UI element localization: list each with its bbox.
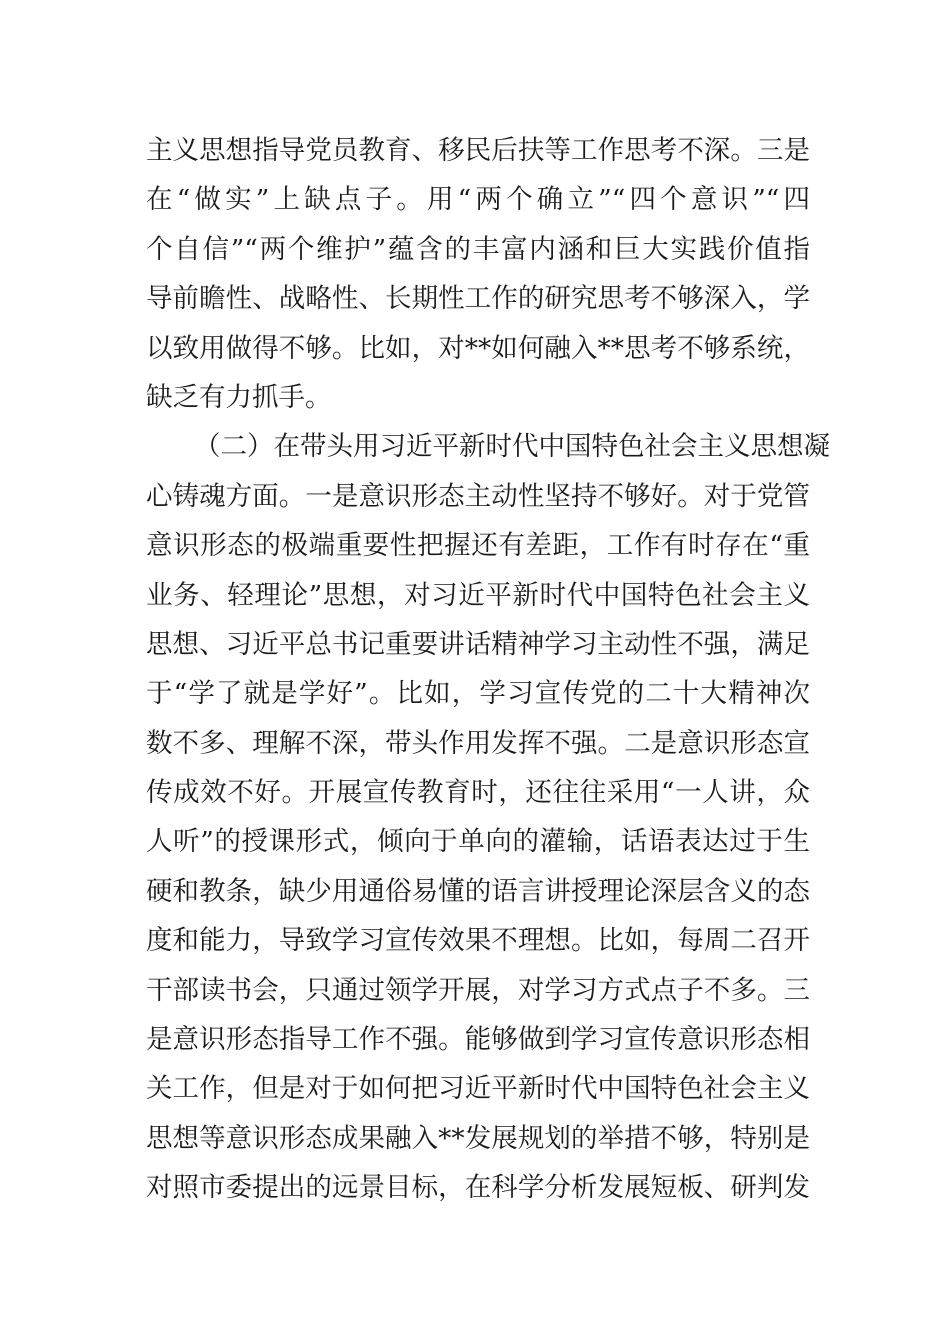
- text-line: 人听”的授课形式，倾向于单向的灌输，话语表达过于生: [146, 826, 810, 858]
- text-line: 导前瞻性、战略性、长期性工作的研究思考不够深入，学: [146, 283, 810, 315]
- text-line: 个自信”“两个维护”蕴含的丰富内涵和巨大实践价值指: [146, 233, 810, 265]
- text-line: 在“做实”上缺点子。用“两个确立”“四个意识”“四: [146, 184, 810, 216]
- text-line: 主义思想指导党员教育、移民后扶等工作思考不深。三是: [146, 135, 810, 166]
- text-line: 以致用做得不够。比如，对**如何融入**思考不够系统，: [146, 332, 810, 364]
- text-line: 于“学了就是学好”。比如，学习宣传党的二十大精神次: [146, 678, 810, 710]
- text-line: 思想、习近平总书记重要讲话精神学习主动性不强，满足: [146, 628, 810, 660]
- text-line: （二）在带头用习近平新时代中国特色社会主义思想凝: [194, 431, 830, 463]
- text-line: 传成效不好。开展宣传教育时，还往往采用“一人讲，众: [146, 777, 810, 809]
- text-line: 业务、轻理论”思想，对习近平新时代中国特色社会主义: [146, 579, 810, 611]
- text-line: 对照市委提出的远景目标，在科学分析发展短板、研判发: [146, 1172, 810, 1204]
- text-line: 是意识形态指导工作不强。能够做到学习宣传意识形态相: [146, 1024, 810, 1056]
- text-line: 干部读书会，只通过领学开展，对学习方式点子不多。三: [146, 974, 810, 1006]
- text-line: 缺乏有力抓手。: [146, 381, 332, 413]
- text-line: 关工作，但是对于如何把习近平新时代中国特色社会主义: [146, 1073, 810, 1105]
- text-line: 思想等意识形态成果融入**发展规划的举措不够，特别是: [146, 1122, 810, 1154]
- paragraph-1: [146, 126, 810, 422]
- paragraph-2: [146, 422, 830, 1212]
- text-line: 度和能力，导致学习宣传效果不理想。比如，每周二召开: [146, 925, 810, 957]
- text-line: 意识形态的极端重要性把握还有差距，工作有时存在“重: [146, 530, 810, 562]
- body-text: [146, 126, 830, 1213]
- text-line: 硬和教条，缺少用通俗易懂的语言讲授理论深层含义的态: [146, 875, 810, 907]
- text-line: 数不多、理解不深，带头作用发挥不强。二是意识形态宣: [146, 727, 810, 759]
- text-line: 心铸魂方面。一是意识形态主动性坚持不够好。对于党管: [146, 480, 810, 512]
